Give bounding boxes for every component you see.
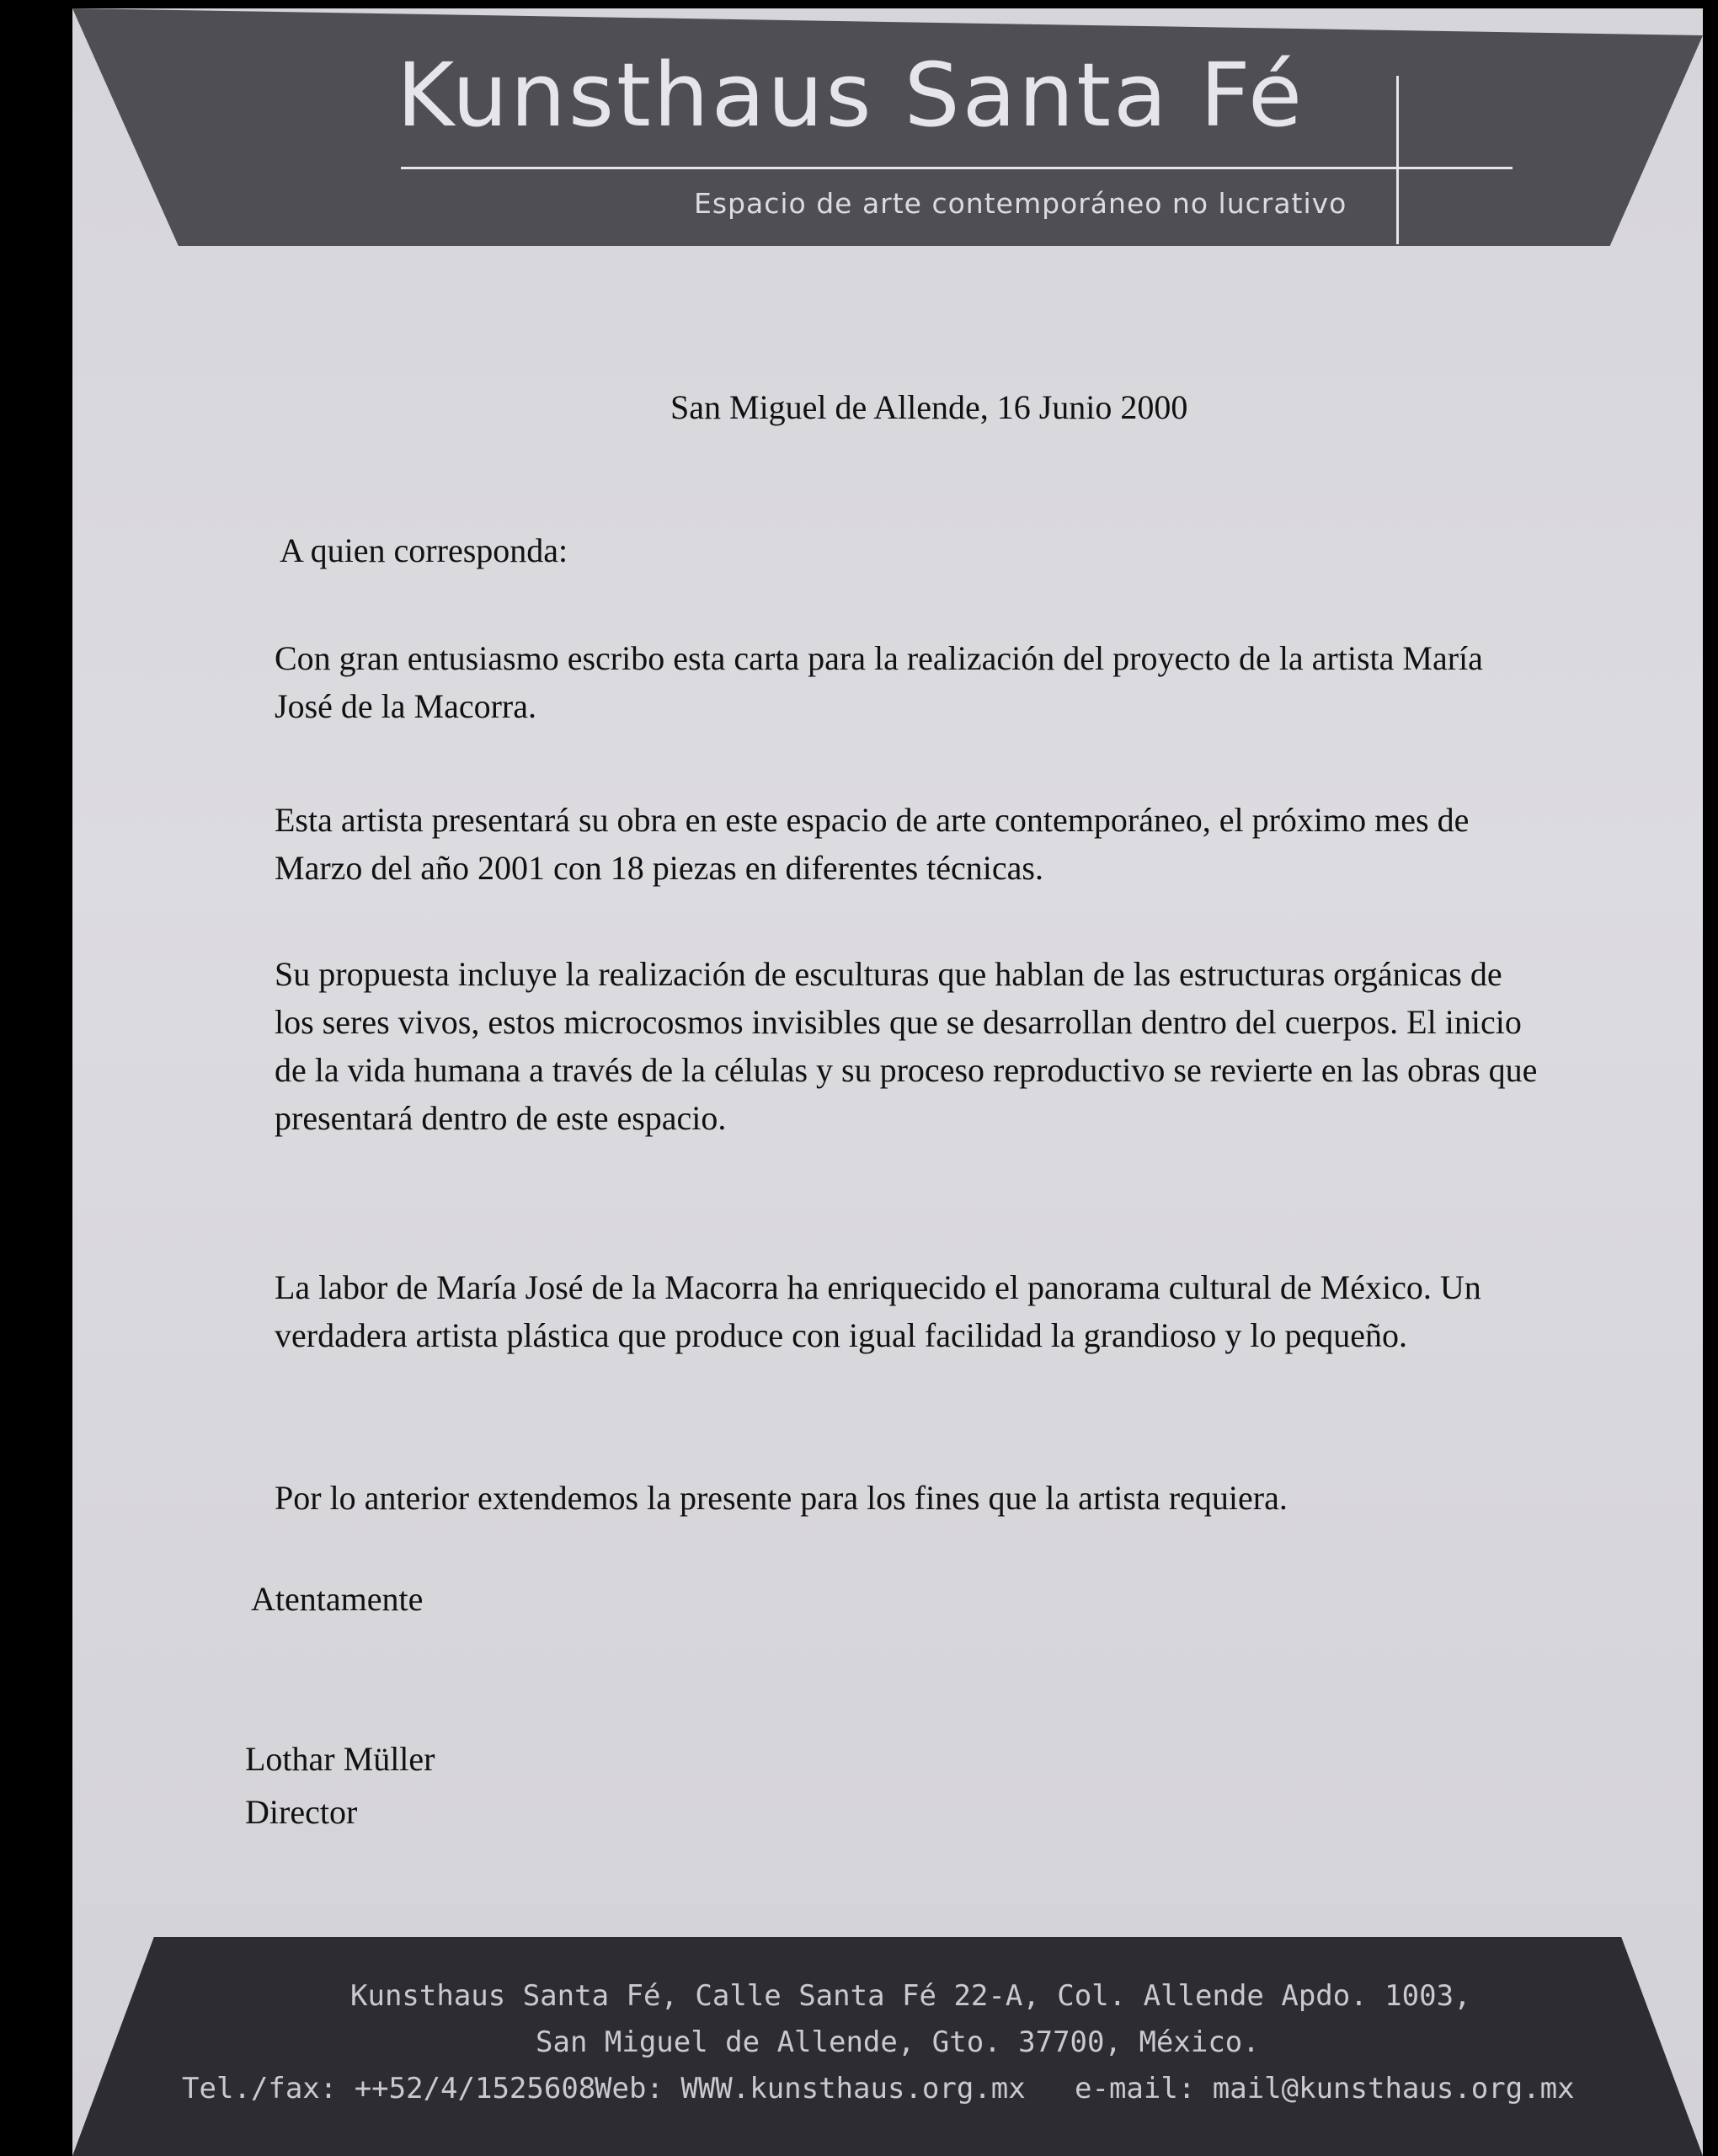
signer-title: Director xyxy=(245,1793,358,1831)
footer-telephone: Tel./fax: ++52/4/1525608 xyxy=(182,2072,596,2105)
footer-address-line2: San Miguel de Allende, Gto. 37700, México. xyxy=(536,2025,1260,2059)
organization-tagline: Espacio de arte contemporáneo no lucrativo xyxy=(694,187,1347,220)
footer-website: Web: WWW.kunsthaus.org.mx xyxy=(595,2072,1026,2105)
letter-paragraph: La labor de María José de la Macorra ha enriquecido el panorama cultural de México. Un verdadera artista plástica que produce con igual facilidad la grandioso y lo pequeño. xyxy=(275,1268,1481,1354)
letterhead-vertical-rule xyxy=(1396,76,1399,244)
signer-name: Lothar Müller xyxy=(245,1740,435,1778)
letter-paragraph: Por lo anterior extendemos la presente para los fines que la artista requiera. xyxy=(275,1479,1288,1517)
letter-date: San Miguel de Allende, 16 Junio 2000 xyxy=(670,388,1188,426)
letter-paragraph: Esta artista presentará su obra en este espacio de arte contemporáneo, el próximo mes de Marzo del año 2001 con 18 piezas en diferentes técnicas. xyxy=(275,801,1470,887)
letter-paragraph: Su propuesta incluye la realización de esculturas que hablan de las estructuras orgánicas de los seres vivos, estos microcosmos invisibles que se desarrollan dentro del cuerpos. El inicio de la vida humana a través de la células y su proceso reproductivo se revierte en las obras que presentará dentro de este espacio. xyxy=(275,955,1538,1137)
letter-salutation: A quien corresponda: xyxy=(280,531,568,569)
footer-address-line1: Kunsthaus Santa Fé, Calle Santa Fé 22-A, Col. Allende Apdo. 1003, xyxy=(350,1979,1471,2013)
letter-sheet xyxy=(72,8,1703,2156)
letter-closing: Atentamente xyxy=(251,1580,424,1618)
footer-email: e-mail: mail@kunsthaus.org.mx xyxy=(1075,2072,1575,2105)
letterhead-horizontal-rule xyxy=(401,167,1513,169)
letter-paragraph: Con gran entusiasmo escribo esta carta para la realización del proyecto de la artista María José de la Macorra. xyxy=(275,639,1483,725)
organization-name: Kunsthaus Santa Fé xyxy=(397,44,1305,147)
